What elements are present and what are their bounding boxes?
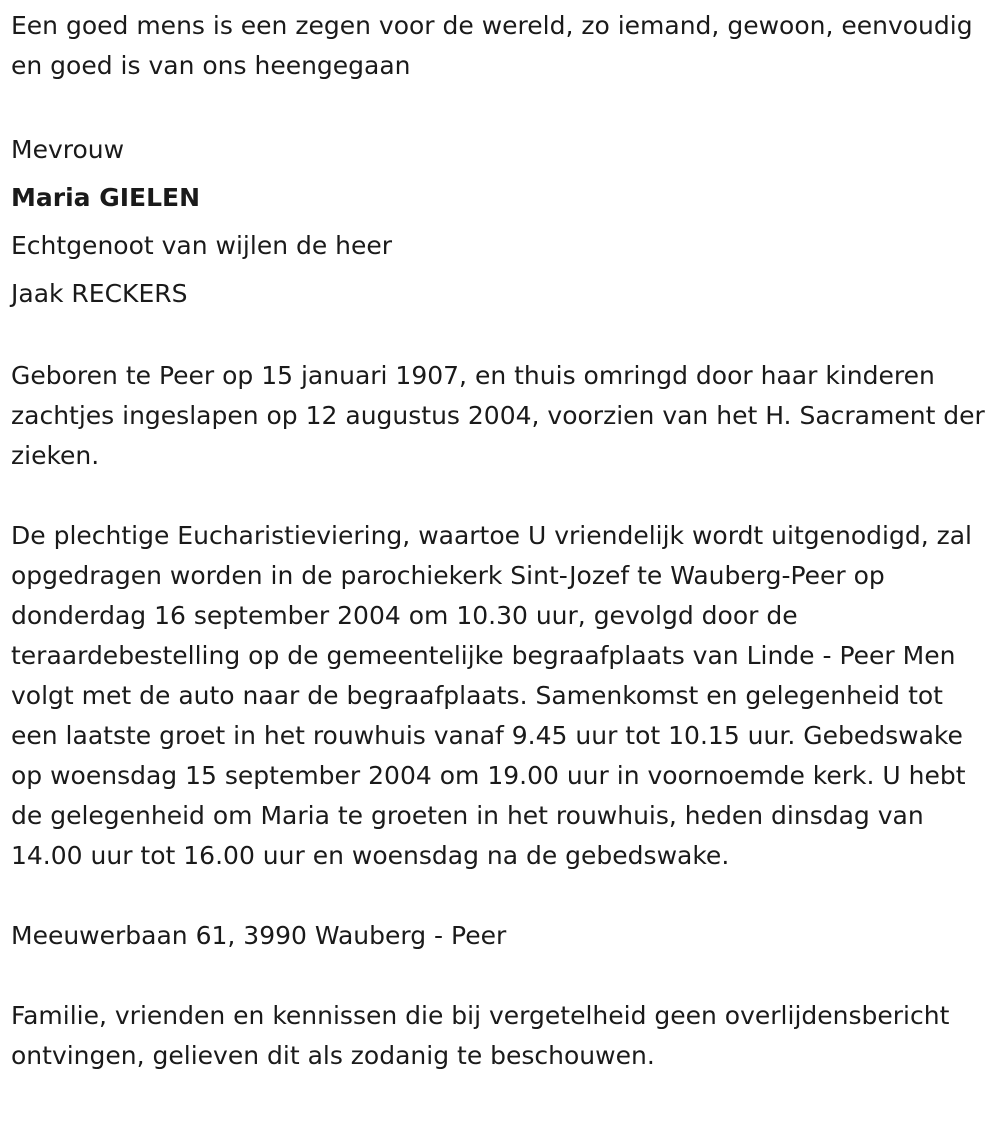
address: Meeuwerbaan 61, 3990 Wauberg - Peer bbox=[11, 921, 507, 950]
spacer bbox=[11, 318, 1000, 356]
honorific: Mevrouw bbox=[11, 135, 125, 164]
intro-text: Een goed mens is een zegen voor de wereld, zo iemand, gewoon, eenvoudig en goed is van ons heengegaan bbox=[11, 11, 973, 80]
spacer bbox=[11, 86, 1000, 126]
ceremony-text: De plechtige Eucharistieviering, waartoe U vriendelijk wordt uitgenodigd, zal opgedragen worden in de parochiekerk Sint-Jozef te Wauberg-Peer op donderdag 16 september 2004 om 10.30 uur, gevolgd door de teraardebestelling op de gemeentelijke begraafplaats van Linde - Peer Men volgt met de auto naar de begraafplaats. Samenkomst en gelegenheid tot een laatste groet in het rouwhuis vanaf 9.45 uur tot 10.15 uur. Gebedswake op woensdag 15 september 2004 om 19.00 uur in voornoemde kerk. U hebt de gelegenheid om Maria te groeten in het rouwhuis, heden dinsdag van 14.00 uur tot 16.00 uur en woensdag na de gebedswake. bbox=[11, 521, 972, 870]
spacer bbox=[11, 476, 1000, 516]
closing-text: Familie, vrienden en kennissen die bij vergetelheid geen overlijdensbericht ontvingen, gelieven dit als zodanig te beschouwen. bbox=[11, 1001, 950, 1070]
spouse-label: Echtgenoot van wijlen de heer bbox=[11, 231, 393, 260]
spacer bbox=[11, 956, 1000, 996]
spacer bbox=[11, 876, 1000, 916]
spouse-name: Jaak RECKERS bbox=[11, 279, 188, 308]
birth-death-text: Geboren te Peer op 15 januari 1907, en thuis omringd door haar kinderen zachtjes ingeslapen op 12 augustus 2004, voorzien van het H. Sacrament der zieken. bbox=[11, 361, 985, 470]
deceased-name: Maria GIELEN bbox=[11, 183, 201, 212]
